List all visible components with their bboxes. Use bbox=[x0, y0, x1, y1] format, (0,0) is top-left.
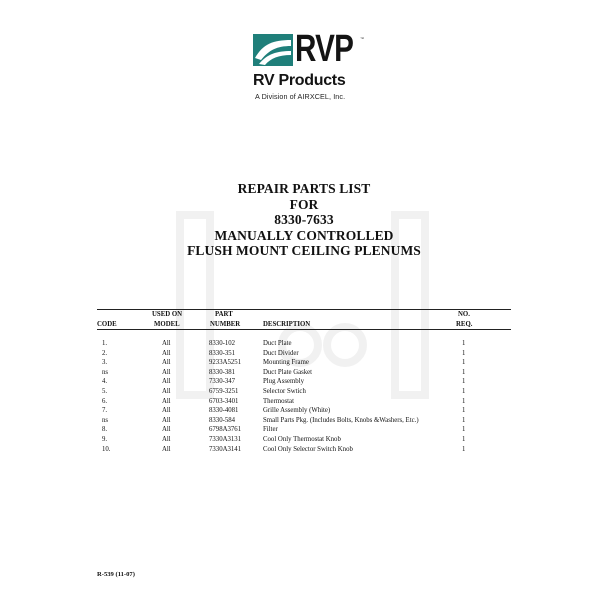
cell-model: All bbox=[162, 368, 171, 376]
table-row bbox=[97, 377, 511, 387]
cell-description: Filter bbox=[263, 426, 278, 434]
cell-quantity: 1 bbox=[462, 387, 466, 395]
table-row bbox=[97, 397, 511, 407]
cell-part-number: 7330A3141 bbox=[209, 445, 242, 453]
table-row bbox=[97, 425, 511, 435]
cell-part-number: 8330-102 bbox=[209, 340, 236, 347]
cell-code: 6. bbox=[102, 397, 108, 405]
cell-description: Duct Divider bbox=[263, 349, 299, 357]
logo-division-text: A Division of AIRXCEL, Inc. bbox=[255, 92, 346, 101]
cell-model: All bbox=[162, 397, 171, 405]
header-number: NUMBER bbox=[210, 321, 241, 328]
title-line: FOR bbox=[289, 196, 319, 212]
cell-description: Grille Assembly (White) bbox=[263, 407, 331, 415]
cell-code: 5. bbox=[102, 387, 108, 395]
cell-quantity: 1 bbox=[462, 359, 466, 367]
table-row bbox=[97, 358, 511, 368]
company-logo bbox=[253, 28, 368, 104]
header-model: MODEL bbox=[154, 321, 180, 328]
cell-model: All bbox=[162, 435, 171, 443]
cell-part-number: 8330-351 bbox=[209, 349, 236, 357]
parts-table-body bbox=[97, 339, 511, 454]
document-title bbox=[0, 181, 608, 259]
header-no: NO. bbox=[458, 311, 470, 318]
header-description: DESCRIPTION bbox=[263, 321, 311, 328]
cell-code: 2. bbox=[102, 349, 108, 357]
cell-description: Cool Only Thermostat Knob bbox=[263, 435, 341, 443]
cell-part-number: 6798A3761 bbox=[209, 426, 242, 434]
cell-code: 1. bbox=[102, 340, 108, 347]
cell-part-number: 8330-584 bbox=[209, 416, 236, 424]
cell-part-number: 8330-381 bbox=[209, 368, 236, 376]
cell-part-number: 8330-4081 bbox=[209, 407, 239, 415]
cell-description: Mounting Frame bbox=[263, 359, 309, 367]
table-row bbox=[97, 339, 511, 349]
cell-code: 7. bbox=[102, 407, 108, 415]
table-header-rule bbox=[97, 329, 511, 330]
cell-model: All bbox=[162, 387, 171, 395]
cell-code: 3. bbox=[102, 359, 108, 367]
cell-model: All bbox=[162, 416, 171, 424]
cell-quantity: 1 bbox=[462, 435, 466, 443]
cell-description: Selector Swtich bbox=[263, 387, 306, 395]
cell-part-number: 7330A3131 bbox=[209, 435, 242, 443]
header-used-on: USED ON bbox=[152, 311, 183, 318]
cell-code: ns bbox=[102, 416, 109, 424]
cell-part-number: 7330-347 bbox=[209, 378, 236, 386]
cell-quantity: 1 bbox=[462, 349, 466, 357]
cell-quantity: 1 bbox=[462, 368, 466, 376]
cell-model: All bbox=[162, 445, 171, 453]
logo-trademark: ™ bbox=[360, 36, 364, 41]
logo-rvp-text: RVP bbox=[295, 28, 354, 70]
header-part: PART bbox=[215, 311, 233, 318]
cell-description: Small Parts Pkg. (Includes Bolts, Knobs &Washers, Etc.) bbox=[263, 416, 419, 424]
cell-code: 9. bbox=[102, 435, 108, 443]
cell-part-number: 9233A5251 bbox=[209, 359, 242, 367]
cell-quantity: 1 bbox=[462, 445, 466, 453]
table-row bbox=[97, 387, 511, 397]
cell-quantity: 1 bbox=[462, 378, 466, 386]
cell-quantity: 1 bbox=[462, 340, 466, 347]
title-line: REPAIR PARTS LIST bbox=[237, 181, 371, 196]
title-line: MANUALLY CONTROLLED bbox=[214, 227, 394, 243]
table-row bbox=[97, 368, 511, 378]
table-row bbox=[97, 406, 511, 416]
header-req: REQ. bbox=[456, 321, 473, 328]
logo-company-name: RV Products bbox=[253, 72, 346, 89]
header-code: CODE bbox=[97, 321, 117, 328]
table-row bbox=[97, 416, 511, 426]
cell-code: 8. bbox=[102, 426, 108, 434]
cell-model: All bbox=[162, 407, 171, 415]
cell-part-number: 6759-3251 bbox=[209, 387, 239, 395]
cell-code: 10. bbox=[102, 445, 111, 453]
cell-model: All bbox=[162, 359, 171, 367]
cell-model: All bbox=[162, 378, 171, 386]
cell-part-number: 6703-3401 bbox=[209, 397, 239, 405]
cell-model: All bbox=[162, 349, 171, 357]
cell-quantity: 1 bbox=[462, 416, 466, 424]
cell-quantity: 1 bbox=[462, 397, 466, 405]
table-row bbox=[97, 349, 511, 359]
cell-code: 4. bbox=[102, 378, 108, 386]
table-row bbox=[97, 445, 511, 455]
cell-code: ns bbox=[102, 368, 109, 376]
title-line: FLUSH MOUNT CEILING PLENUMS bbox=[187, 243, 421, 258]
cell-description: Plug Assembly bbox=[263, 378, 304, 386]
rvp-swoosh-logo-icon bbox=[253, 34, 293, 66]
cell-description: Duct Plate bbox=[263, 340, 292, 347]
cell-description: Cool Only Selector Switch Knob bbox=[263, 445, 353, 453]
cell-description: Duct Plate Gasket bbox=[263, 368, 313, 376]
cell-model: All bbox=[162, 426, 171, 434]
cell-description: Thermostat bbox=[263, 397, 294, 405]
cell-quantity: 1 bbox=[462, 426, 466, 434]
table-row bbox=[97, 435, 511, 445]
title-line: 8330-7633 bbox=[274, 212, 334, 227]
cell-quantity: 1 bbox=[462, 407, 466, 415]
parts-table-header bbox=[97, 309, 511, 329]
cell-model: All bbox=[162, 340, 171, 347]
form-number: R-539 (11-07) bbox=[97, 571, 135, 578]
